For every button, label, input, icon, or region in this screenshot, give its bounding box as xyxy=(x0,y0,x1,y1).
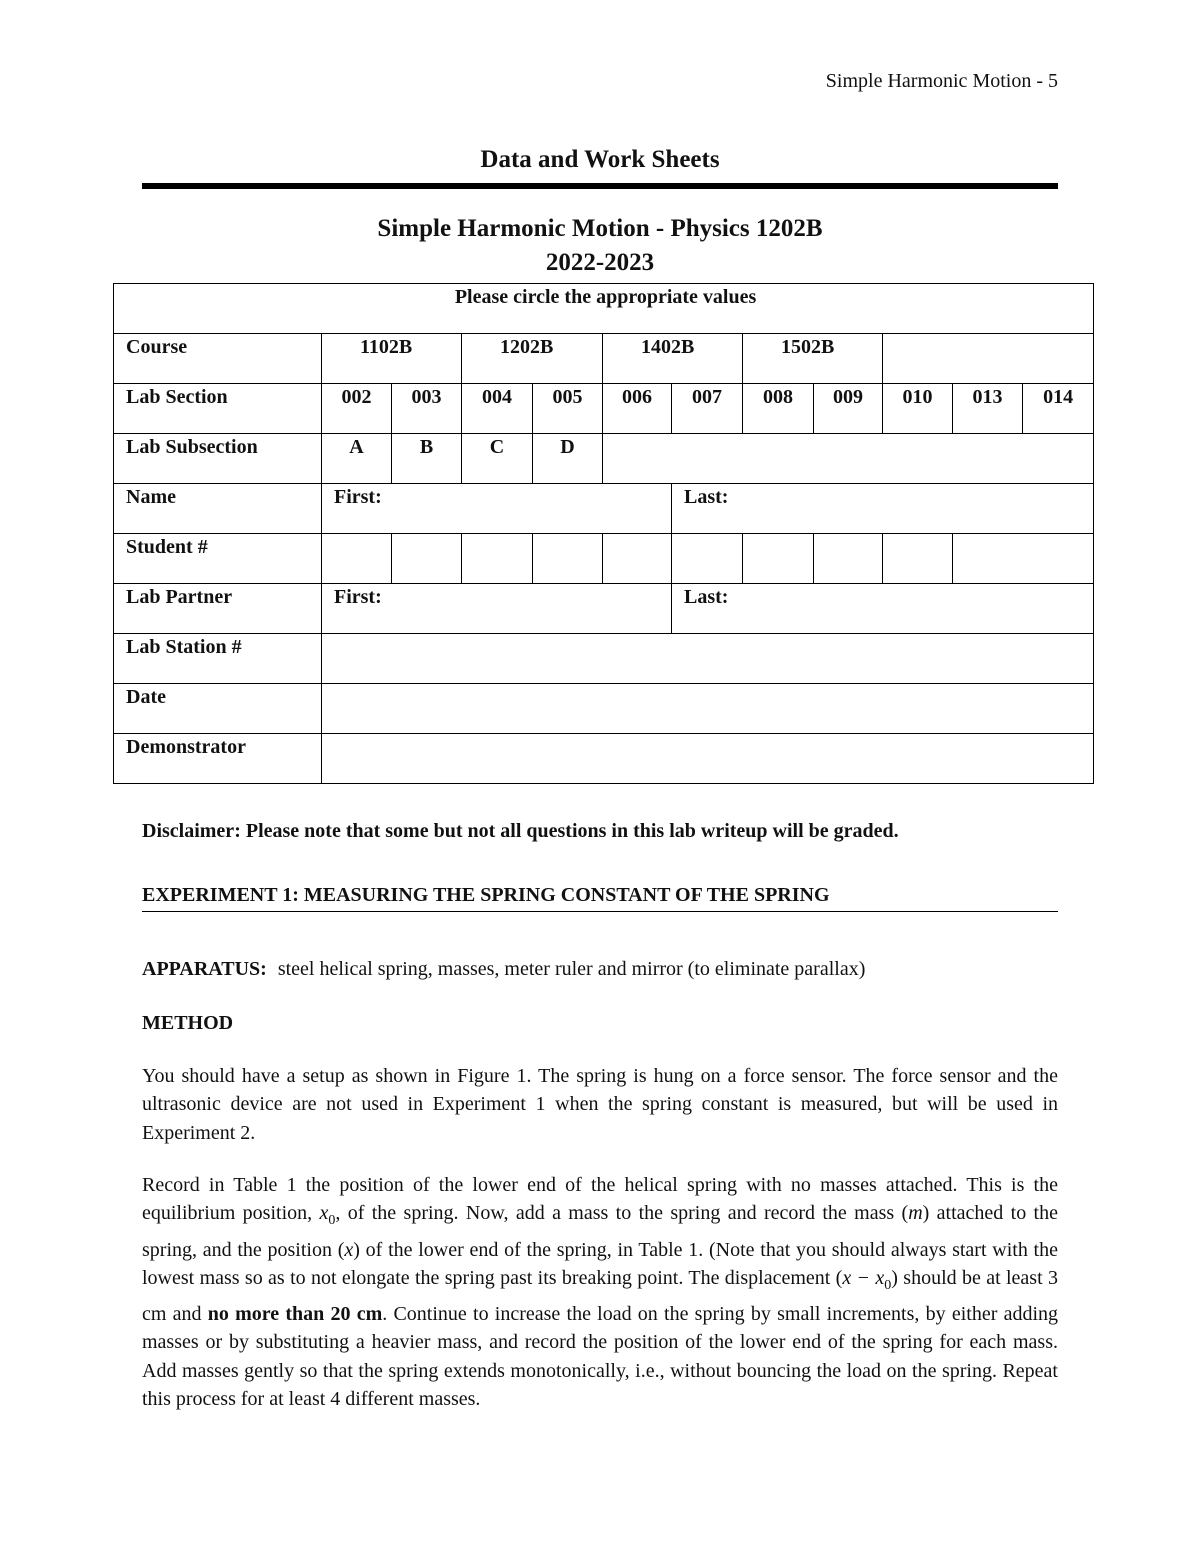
p2-text-6: . Continue to increase the load on the spring by small increments, by either adding masses or by substituting a heavier mass, and record the position of the lower end of the spring for each mass. Add masses gently so that the spring extends monotonically, i.e., without bouncing the load on the spring. Repeat this process for at least 4 different masses. xyxy=(142,1303,1059,1411)
lab-section-label: Lab Section xyxy=(114,384,322,434)
course-option[interactable]: 1402B xyxy=(603,334,743,384)
date-field[interactable] xyxy=(322,684,1094,734)
lab-partner-last-field[interactable]: Last: xyxy=(672,584,1094,634)
student-number-digit-box[interactable] xyxy=(814,534,883,584)
p2-text-2: , of the spring. Now, add a mass to the spring and record the mass ( xyxy=(335,1202,909,1225)
course-option[interactable]: 1202B xyxy=(462,334,603,384)
lab-subsection-empty-cell xyxy=(603,434,1094,484)
instruction-cell: Please circle the appropriate values xyxy=(114,284,1094,334)
p2-text-1: Record in Table 1 the position of the lower end of the helical spring with no masses attached. This is the equilibrium position, xyxy=(142,1174,1058,1225)
experiment-heading: EXPERIMENT 1: MEASURING THE SPRING CONSTANT OF THE SPRING xyxy=(142,884,1058,912)
displacement-expression: x − x xyxy=(842,1266,885,1289)
x0-subscript: 0 xyxy=(328,1213,336,1229)
lab-section-option[interactable]: 002 xyxy=(322,384,392,434)
lab-title-line1: Simple Harmonic Motion - Physics 1202B xyxy=(377,215,823,242)
displacement-subscript: 0 xyxy=(884,1277,892,1293)
course-label: Course xyxy=(114,334,322,384)
p2-text-5: ) should be at least 3 cm and xyxy=(142,1266,1058,1326)
lab-section-option[interactable]: 010 xyxy=(883,384,953,434)
student-number-row xyxy=(114,534,1094,584)
lab-subsection-row xyxy=(114,434,1094,484)
student-info-table xyxy=(113,283,1094,784)
lab-section-option[interactable]: 007 xyxy=(672,384,743,434)
lab-partner-label: Lab Partner xyxy=(114,584,322,634)
method-paragraph-2 xyxy=(142,1171,1058,1413)
lab-subsection-option[interactable]: A xyxy=(322,434,392,484)
m-variable: m xyxy=(908,1202,923,1225)
lab-section-option[interactable]: 008 xyxy=(743,384,814,434)
lab-subsection-option[interactable]: B xyxy=(392,434,462,484)
lab-section-option[interactable]: 006 xyxy=(603,384,672,434)
name-row xyxy=(114,484,1094,534)
lab-title xyxy=(142,212,1058,280)
lab-subsection-label: Lab Subsection xyxy=(114,434,322,484)
name-last-field[interactable]: Last: xyxy=(672,484,1094,534)
lab-section-option[interactable]: 003 xyxy=(392,384,462,434)
course-empty-cell xyxy=(883,334,1094,384)
lab-partner-first-field[interactable]: First: xyxy=(322,584,672,634)
student-number-digit-box[interactable] xyxy=(883,534,953,584)
x-variable: x xyxy=(344,1238,354,1261)
demonstrator-field[interactable] xyxy=(322,734,1094,784)
student-number-digit-box[interactable] xyxy=(533,534,603,584)
method-heading: METHOD xyxy=(142,1012,234,1034)
student-number-digit-box[interactable] xyxy=(392,534,462,584)
displacement-limit: no more than 20 cm xyxy=(207,1303,383,1326)
lab-section-option[interactable]: 014 xyxy=(1023,384,1094,434)
student-number-digit-box[interactable] xyxy=(322,534,392,584)
course-row xyxy=(114,334,1094,384)
apparatus-label: APPARATUS: xyxy=(142,958,267,980)
student-number-trailing-box[interactable] xyxy=(953,534,1094,584)
lab-section-row xyxy=(114,384,1094,434)
demonstrator-label: Demonstrator xyxy=(114,734,322,784)
name-first-field[interactable]: First: xyxy=(322,484,672,534)
student-number-digit-box[interactable] xyxy=(462,534,533,584)
lab-section-option[interactable]: 005 xyxy=(533,384,603,434)
student-number-digit-box[interactable] xyxy=(603,534,672,584)
lab-section-option[interactable]: 013 xyxy=(953,384,1023,434)
name-label: Name xyxy=(114,484,322,534)
lab-station-field[interactable] xyxy=(322,634,1094,684)
method-paragraph-1: You should have a setup as shown in Figure 1. The spring is hung on a force sensor. The force sensor and the ultrasonic device are not used in Experiment 1 when the spring constant is measured, but will be used in Experiment 2. xyxy=(142,1065,1058,1144)
date-row xyxy=(114,684,1094,734)
p2-text-4: ) of the lower end of the spring, in Table 1. (Note that you should always start with the lowest mass so as to not elongate the spring past its breaking point. The displacement ( xyxy=(142,1238,1058,1289)
instruction-row xyxy=(114,284,1094,334)
lab-subsection-option[interactable]: D xyxy=(533,434,603,484)
apparatus-text: steel helical spring, masses, meter ruler and mirror (to eliminate parallax) xyxy=(277,958,866,980)
date-label: Date xyxy=(114,684,322,734)
course-option[interactable]: 1102B xyxy=(322,334,462,384)
demonstrator-row xyxy=(114,734,1094,784)
lab-section-option[interactable]: 009 xyxy=(814,384,883,434)
title-rule xyxy=(142,183,1058,189)
x0-variable: x xyxy=(319,1202,329,1225)
apparatus-line xyxy=(142,958,865,981)
p2-text-3: ) attached to the spring, and the position ( xyxy=(142,1202,1058,1261)
lab-station-row xyxy=(114,634,1094,684)
sheet-title: Data and Work Sheets xyxy=(480,146,720,173)
course-option[interactable]: 1502B xyxy=(743,334,883,384)
lab-title-line2: 2022-2023 xyxy=(545,249,655,276)
student-number-label: Student # xyxy=(114,534,322,584)
lab-subsection-option[interactable]: C xyxy=(462,434,533,484)
student-number-digit-box[interactable] xyxy=(672,534,743,584)
lab-section-option[interactable]: 004 xyxy=(462,384,533,434)
lab-partner-row xyxy=(114,584,1094,634)
running-header: Simple Harmonic Motion - 5 xyxy=(825,70,1058,92)
lab-station-label: Lab Station # xyxy=(114,634,322,684)
disclaimer: Disclaimer: Please note that some but not all questions in this lab writeup will be graded. xyxy=(142,820,899,842)
student-number-digit-box[interactable] xyxy=(743,534,814,584)
